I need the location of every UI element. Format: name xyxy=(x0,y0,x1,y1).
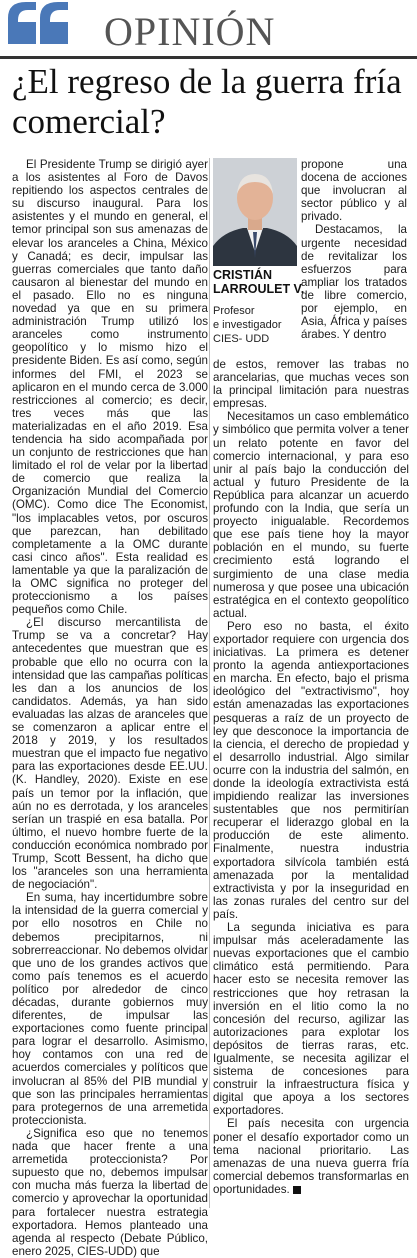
column-right-top xyxy=(301,158,407,341)
quote-mark-icon xyxy=(6,0,38,44)
column-divider xyxy=(209,158,210,1208)
author-name: CRISTIÁN LARROULET V. xyxy=(213,268,305,296)
author-role: Profesor e investigador CIES- UDD xyxy=(213,305,282,345)
paragraph: ¿Significa eso que no tenemos nada que hacer frente a una arremetida proteccionista? Por supuesto que no, debemos impulsar con mucha más fuerza la libertad de comercio y aprovechar la oportunidad para fortalecer nuestra estrategia exportadora. Hemos planteado una agenda al respecto (Debate Público, enero 2025, CIES-UDD) que xyxy=(12,1126,208,1258)
author-photo xyxy=(213,158,297,266)
paragraph: El país necesita con urgencia poner el desafío exportador como un tema nacional prioritario. Las amenazas de una nueva guerra fría comercial debemos transformarlas en oportunidades. xyxy=(213,1117,409,1196)
paragraph: El Presidente Trump se dirigió ayer a los asistentes al Foro de Davos repitiendo los aspectos centrales de su discurso inaugural. Para los asistentes y el mundo en general, el temor principal son sus amenazas de elevar los aranceles a China, México y Canadá; es decir, impulsar las guerras comerciales que tanto daño causaron al bienestar del mundo en el pasado. Ello no es ninguna novedad ya que en su primera administración Trump utilizó los aranceles como instrumento geopolítico y lo mismo hizo el presidente Biden. Es así como, según informes del FMI, el 2023 se aplicaron en el mundo cerca de 3.000 restricciones al comercio; es decir, tres veces más que las materializadas en el año 2019. Esa tendencia ha sido acompañada por un conjunto de restricciones que han limitado el rol de velar por la libertad de comercio que realiza la Organización Mundial del Comercio (OMC). Como dice The Economist, "los implacables vetos, por oscuros que parezcan, han debilitado completamente a la OMC durante casi cinco años". Esta realidad es lamentable ya que la paralización de la OMC significa no proteger del proteccionismo a los países pequeños como Chile. xyxy=(12,158,208,617)
quote-mark-icon xyxy=(38,0,70,44)
paragraph: Necesitamos un caso emblemático y simbólico que permita volver a tener un relato potente en favor del comercio internacional, y para eso unir al país bajo la conducción del actual y futuro Presidente de la República para alcanzar un acuerdo profundo con la India, que sería un proyecto inigualable. Recordemos que ese país tiene hoy la mayor población en el mundo, su fuerte crecimiento está logrando el surgimiento de una clase media numerosa y que posee una ubicación estratégica en el contexto geopolítico actual. xyxy=(213,410,409,620)
paragraph: propone una docena de acciones que involucran al sector público y al privado. xyxy=(301,158,407,224)
square-end-mark-icon xyxy=(293,1186,301,1194)
paragraph: Destacamos, la urgente necesidad de revitalizar los esfuerzos para ampliar los tratados de libre comercio, por ejemplo, en Asia, África y países árabes. Y dentro xyxy=(301,223,407,342)
paragraph: La segunda iniciativa es para impulsar más aceleradamente las nuevas exportaciones que el cambio climático está permitiendo. Para hacer esto se necesita remover las restricciones que hoy retrasan la inversión en el litio como la no concesión del recurso, agilizar las autorizaciones para explotar los depósitos de tierras raras, etc. Igualmente, se necesita agilizar el sistema de concesiones para construir la infraestructura física y digital que apoya a los sectores exportadores. xyxy=(213,921,409,1118)
section-label: OPINIÓN xyxy=(104,9,276,54)
author-portrait xyxy=(213,158,297,266)
header-rule xyxy=(0,56,417,59)
paragraph: En suma, hay incertidumbre sobre la intensidad de la guerra comercial y por ello nosotros en Chile no debemos precipitarnos, ni sobrerreaccionar. No debemos olvidar que uno de los grandes activos que como país tenemos es el acuerdo político por alrededor de cinco décadas, durante gobiernos muy diferentes, de impulsar las exportaciones como fuente principal para lograr el desarrollo. Asimismo, hoy contamos con una red de acuerdos comerciales y políticos que involucran al 85% del PIB mundial y que son las principales herramientas para protegernos de una arremetida proteccionista. xyxy=(12,891,208,1127)
column-right xyxy=(213,358,409,1196)
column-left xyxy=(12,158,208,1258)
paragraph: ¿El discurso mercantilista de Trump se va a concretar? Hay antecedentes que muestran que es probable que ello no ocurra con la intensidad que las campañas políticas les dan a los anuncios de los candidatos. Además, ya han sido evaluadas las alzas de aranceles que se comenzaron a aplicar entre el 2018 y 2019, y los resultados muestran que el impacto fue negativo para las exportaciones desde EE.UU.(K. Handley, 2020). Existe en ese país un temor por la inflación, que aún no es derrotada, y los aranceles serían un traspié en esa batalla. Por último, el nuevo hombre fuerte de la conducción económica nombrado por Trump, Scott Bessent, ha dicho que los "aranceles son una herramienta de negociación". xyxy=(12,616,208,892)
paragraph: Pero eso no basta, el éxito exportador requiere con urgencia dos iniciativas. La primera es detener pronto la agenda antiexportaciones en marcha. En efecto, bajo el prisma ideológico del "extractivismo", hoy están amenazadas las exportaciones pesqueras a raíz de un proyecto de ley que desconoce la importancia de la ciencia, el derecho de propiedad y el desarrollo industrial. Algo similar ocurre con la industria del salmón, en donde la ideología extractivista está impidiendo realizar las inversiones sustentables que nos permitirían recuperar el liderazgo global en la producción de este alimento. Finalmente, nuestra industria exportadora silvícola también está amenazada por la mentalidad extractivista y por la inseguridad en las zonas rurales del centro sur del país. xyxy=(213,619,409,921)
headline: ¿El regreso de la guerra fría comercial? xyxy=(12,62,402,141)
paragraph: de estos, remover las trabas no arancelarias, que muchas veces son la principal limitación para nuestras empresas. xyxy=(213,358,409,411)
section-header xyxy=(0,0,417,62)
